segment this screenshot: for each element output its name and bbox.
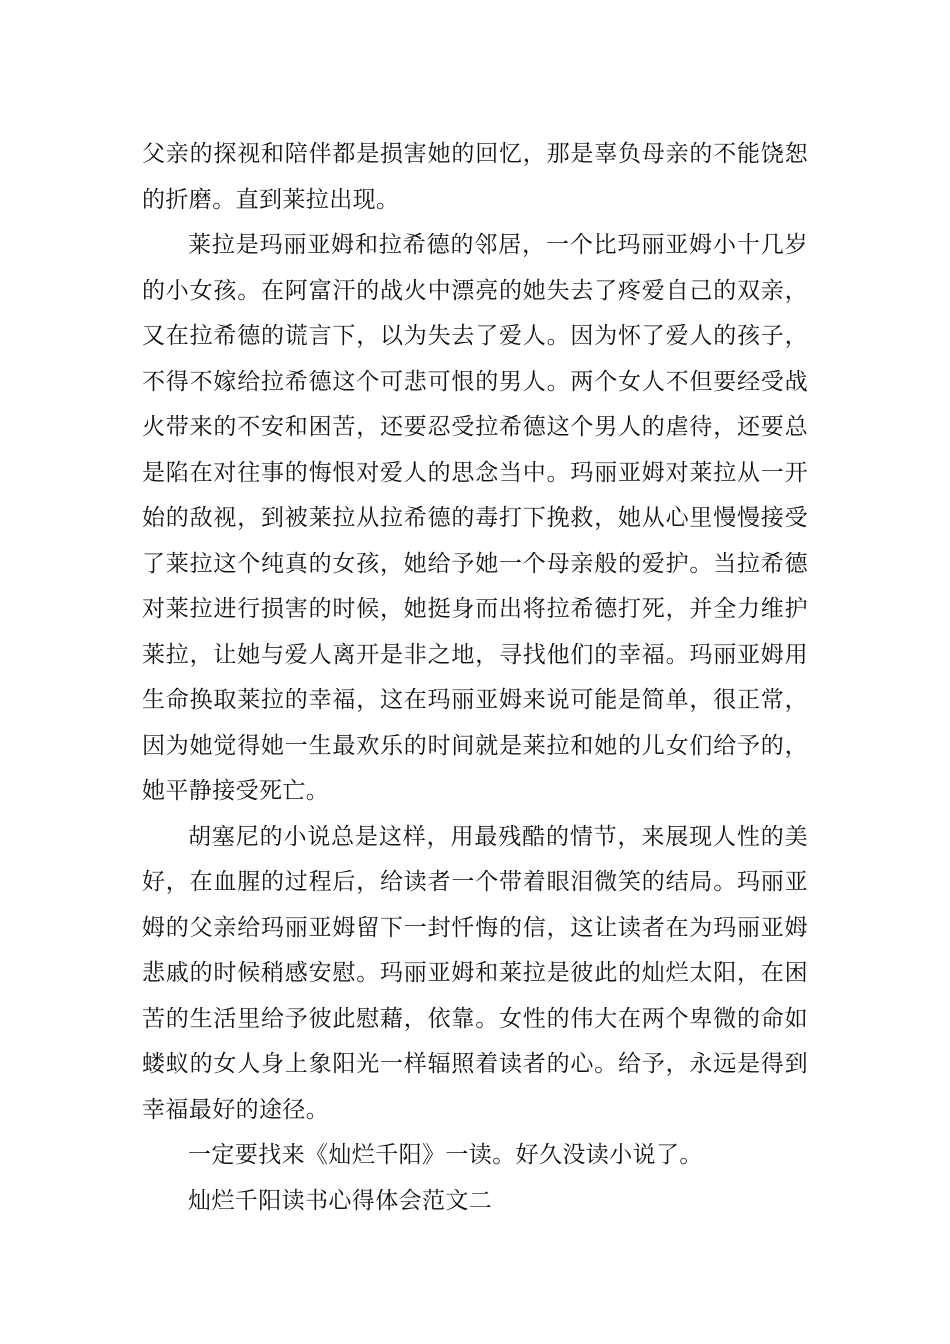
paragraph-2: 莱拉是玛丽亚姆和拉希德的邻居，一个比玛丽亚姆小十几岁的小女孩。在阿富汗的战火中漂亮的她失去了疼爱自己的双亲，又在拉希德的谎言下，以为失去了爱人。因为怀了爱人的孩子，不得不嫁给拉希德这个可悲可恨的男人。两个女人不但要经受战火带来的不安和困苦，还要忍受拉希德这个男人的虐待，还要总是陷在对往事的悔恨对爱人的思念当中。玛丽亚姆对莱拉从一开始的敌视，到被莱拉从拉希德的毒打下挽救，她从心里慢慢接受了莱拉这个纯真的女孩，她给予她一个母亲般的爱护。当拉希德对莱拉进行损害的时候，她挺身而出将拉希德打死，并全力维护莱拉，让她与爱人离开是非之地，寻找他们的幸福。玛丽亚姆用生命换取莱拉的幸福，这在玛丽亚姆来说可能是简单，很正常，因为她觉得她一生最欢乐的时间就是莱拉和她的儿女们给予的，她平静接受死亡。 — [142, 232, 808, 804]
section-heading: 灿烂千阳读书心得体会范文二 — [188, 1187, 493, 1214]
paragraph-4: 一定要找来《灿烂千阳》一读。好久没读小说了。 — [188, 1142, 703, 1168]
paragraph-3: 胡塞尼的小说总是这样，用最残酷的情节，来展现人性的美好，在血腥的过程后，给读者一个带着眼泪微笑的结局。玛丽亚姆的父亲给玛丽亚姆留下一封忏悔的信，这让读者在为玛丽亚姆悲戚的时候稍感安慰。玛丽亚姆和莱拉是彼此的灿烂太阳，在困苦的生活里给予彼此慰藉，依靠。女性的伟大在两个卑微的命如蝼蚁的女人身上象阳光一样辐照着读者的心。给予，永远是得到幸福最好的途径。 — [142, 823, 808, 1123]
paragraph-1: 父亲的探视和陪伴都是损害她的回忆，那是辜负母亲的不能饶恕的折磨。直到莱拉出现。 — [142, 141, 808, 213]
document-body — [142, 132, 808, 1224]
